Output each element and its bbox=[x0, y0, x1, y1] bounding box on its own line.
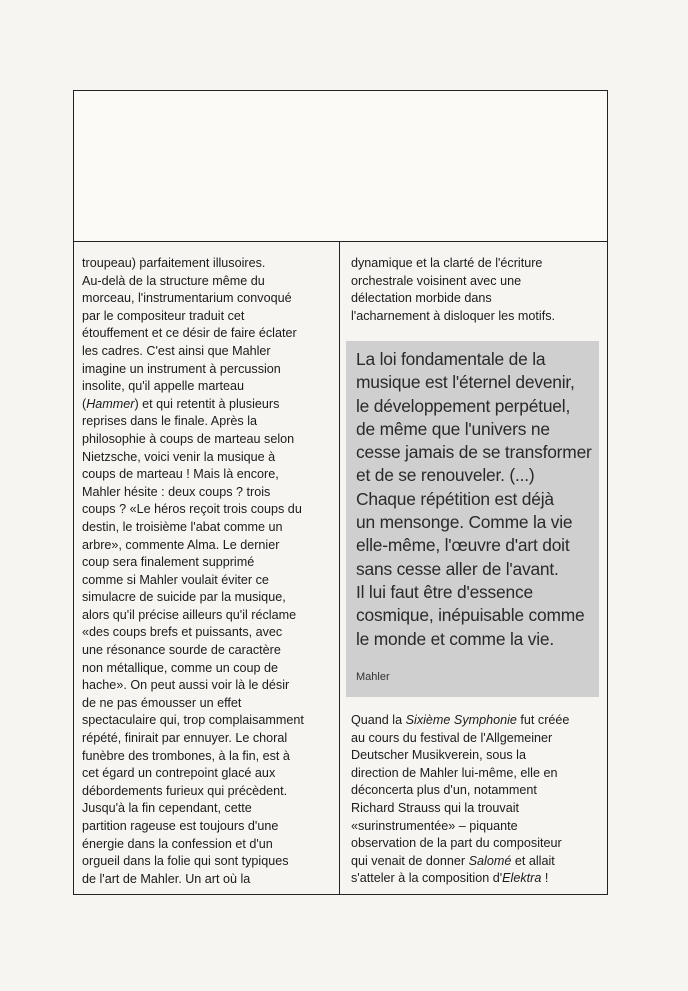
work-title: Sixième Symphonie bbox=[405, 713, 517, 727]
text-line: Nietzsche, voici venir la musique à bbox=[82, 449, 276, 464]
text-line: direction de Mahler lui-même, elle en bbox=[351, 765, 558, 780]
text-line: dynamique et la clarté de l'écriture bbox=[351, 256, 543, 270]
quote-line: le développement perpétuel, bbox=[356, 395, 571, 416]
quote-line: sans cesse aller de l'avant. bbox=[356, 558, 559, 579]
text-fragment: fut créée bbox=[516, 713, 570, 727]
text-line: troupeau) parfaitement illusoires. bbox=[82, 256, 266, 270]
text-line: au cours du festival de l'Allgemeiner bbox=[351, 730, 553, 745]
text-line: alors qu'il précise ailleurs qu'il réclame bbox=[82, 607, 297, 622]
text-line: répété, finirait par ennuyer. Le choral bbox=[82, 731, 288, 746]
text-line: spectaculaire qui, trop complaisamment bbox=[82, 713, 304, 728]
text-fragment: Quand la bbox=[351, 713, 406, 727]
text-line: par le compositeur traduit cet bbox=[82, 308, 245, 323]
text-line: observation de la part du compositeur bbox=[351, 836, 562, 851]
text-line: hache». On peut aussi voir là le désir bbox=[82, 678, 290, 693]
text-line: coups ? «Le héros reçoit trois coups du bbox=[82, 502, 302, 517]
hammer-word: Hammer bbox=[86, 396, 135, 411]
quote-line: Il lui faut être d'essence bbox=[356, 581, 533, 602]
text-line: de ne pas émousser un effet bbox=[82, 695, 242, 710]
text-fragment: et allait bbox=[511, 853, 555, 868]
empty-image-box bbox=[74, 91, 607, 242]
quote-line: Chaque répétition est déjà bbox=[356, 488, 554, 509]
text-line: ( bbox=[82, 396, 87, 411]
text-line bbox=[351, 712, 601, 730]
quote-line: La loi fondamentale de la bbox=[356, 349, 546, 369]
text-line: partition rageuse est toujours d'une bbox=[82, 819, 279, 833]
text-line: destin, le troisième l'abat comme un bbox=[82, 519, 283, 534]
text-line: Richard Strauss qui la trouvait bbox=[351, 800, 519, 815]
quote-line: elle-même, l'œuvre d'art doit bbox=[356, 535, 570, 556]
text-line: Deutscher Musikverein, sous la bbox=[351, 748, 526, 763]
quote-line: de même que l'univers ne bbox=[356, 418, 550, 439]
text-line: reprises dans le finale. Après la bbox=[82, 414, 258, 429]
text-line: simulacre de suicide par la musique, bbox=[82, 590, 286, 605]
work-title: Elektra bbox=[502, 871, 542, 886]
quote-line: un mensonge. Comme la vie bbox=[356, 512, 573, 533]
text-line: de l'art de Mahler. Un art où la bbox=[82, 871, 251, 886]
text-line: une résonance sourde de caractère bbox=[82, 643, 281, 658]
text-line bbox=[351, 853, 601, 871]
quote-line: le monde et comme la vie. bbox=[356, 628, 554, 649]
text-line: ) et qui retentit à plusieurs bbox=[134, 396, 280, 411]
text-line: morceau, l'instrumentarium convoqué bbox=[82, 291, 292, 306]
text-line: «surinstrumentée» – piquante bbox=[351, 818, 518, 833]
text-fragment: ! bbox=[541, 871, 549, 886]
text-line: non métallique, comme un coup de bbox=[82, 660, 279, 675]
pull-quote bbox=[346, 341, 599, 697]
text-line: imagine un instrument à percussion bbox=[82, 361, 281, 376]
text-line: énergie dans la confession et d'un bbox=[82, 836, 273, 851]
text-line: philosophie à coups de marteau selon bbox=[82, 431, 295, 446]
text-line: coup sera finalement supprimé bbox=[82, 555, 255, 570]
page-frame bbox=[73, 90, 608, 895]
text-line: funèbre des trombones, à la fin, est à bbox=[82, 748, 290, 763]
quote-text bbox=[356, 348, 595, 651]
text-line: comme si Mahler voulait éviter ce bbox=[82, 572, 269, 587]
text-line: coups de marteau ! Mais là encore, bbox=[82, 467, 279, 482]
quote-author: Mahler bbox=[356, 671, 390, 683]
text-fragment: qui venait de donner bbox=[351, 853, 469, 868]
text-line: l'acharnement à disloquer les motifs. bbox=[351, 308, 556, 323]
text-line: déconcerta plus d'un, notamment bbox=[351, 783, 537, 798]
column-divider bbox=[339, 241, 340, 894]
text-fragment: s'atteler à la composition d' bbox=[351, 871, 503, 886]
quote-line: cosmique, inépuisable comme bbox=[356, 605, 585, 626]
text-line: cet égard un contrepoint glacé aux bbox=[82, 766, 276, 781]
work-title: Salomé bbox=[468, 853, 512, 868]
quote-line: cesse jamais de se transformer bbox=[356, 442, 592, 463]
text-line: délectation morbide dans bbox=[351, 291, 492, 306]
text-line: «des coups brefs et puissants, avec bbox=[82, 625, 283, 640]
text-line: arbre», commente Alma. Le dernier bbox=[82, 537, 280, 552]
text-line-hammer bbox=[82, 396, 330, 414]
text-line: Au-delà de la structure même du bbox=[82, 273, 265, 288]
quote-line: musique est l'éternel devenir, bbox=[356, 372, 575, 393]
text-line: Jusqu'à la fin cependant, cette bbox=[82, 801, 252, 816]
text-line: orchestrale voisinent avec une bbox=[351, 273, 522, 288]
text-line: insolite, qu'il appelle marteau bbox=[82, 379, 245, 394]
text-line: Mahler hésite : deux coups ? trois bbox=[82, 484, 271, 499]
text-line: débordements furieux qui précèdent. bbox=[82, 783, 288, 798]
right-column-top bbox=[351, 255, 601, 325]
right-column-bottom bbox=[351, 712, 601, 888]
quote-line: et de se renouveler. (...) bbox=[356, 465, 535, 486]
left-column bbox=[82, 255, 330, 888]
text-line: orgueil dans la folie qui sont typiques bbox=[82, 854, 289, 869]
text-line: les cadres. C'est ainsi que Mahler bbox=[82, 343, 271, 358]
text-line bbox=[351, 870, 601, 888]
text-line: étouffement et ce désir de faire éclater bbox=[82, 326, 297, 341]
